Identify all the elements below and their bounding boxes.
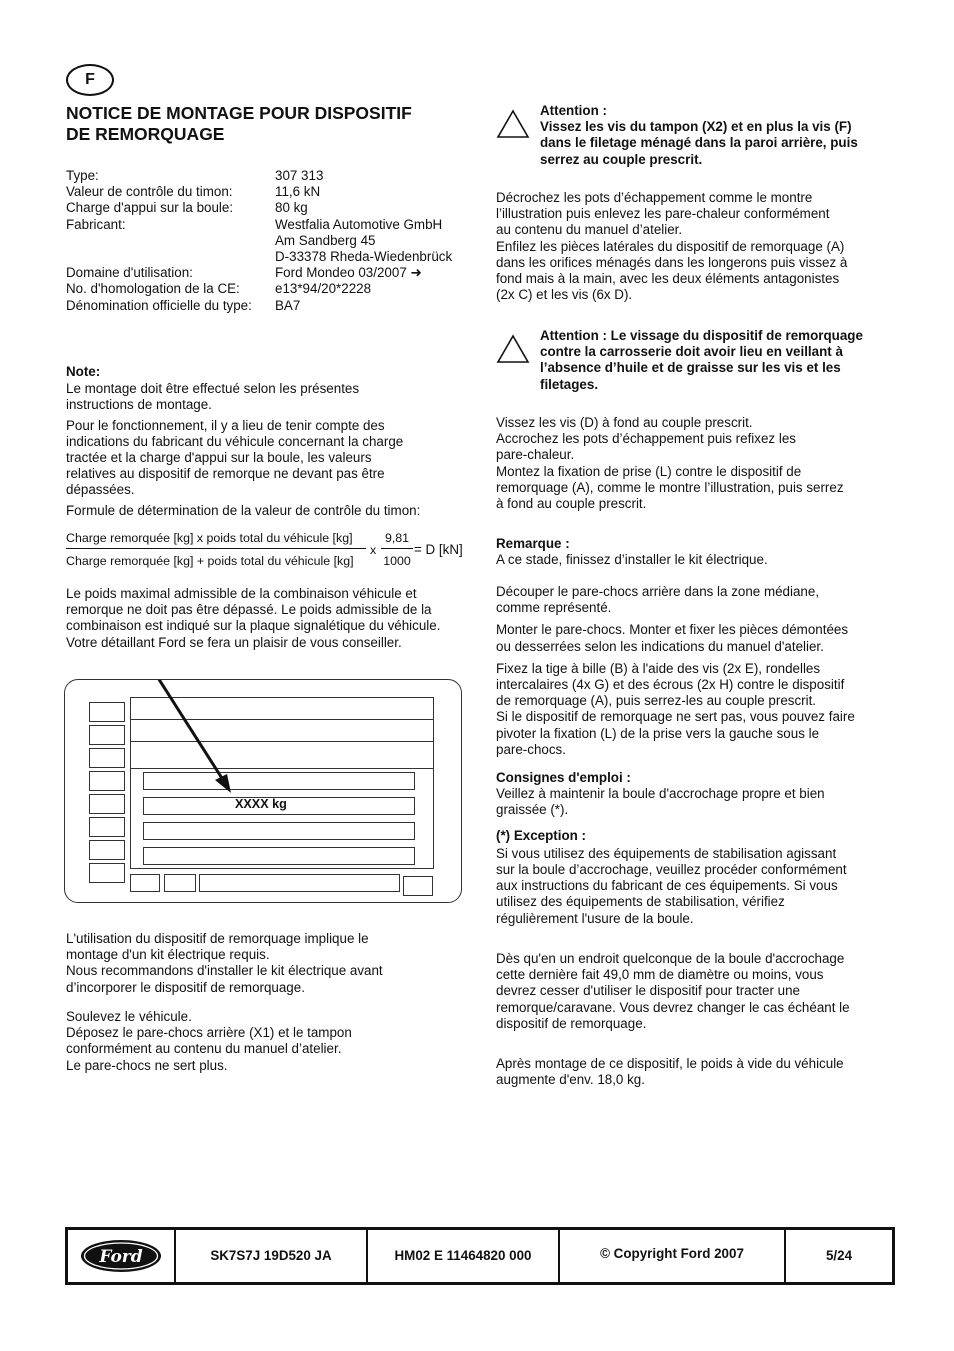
spec-label: Valeur de contrôle du timon:: [66, 184, 233, 200]
attention-block-1: [496, 103, 896, 168]
exhaust-paragraph: Décrochez les pots d’échappement comme le montre l’illustration puis enlevez les pare-chaleur conformément au contenu du manuel d’atelier. Enfilez les pièces latérales du dispositif de remorquage (A) dans les orifices ménagés dans les longerons puis vissez à fond mais à la main, avec les deux éléments antagonistes (2x C) et les vis (6x D).: [496, 190, 848, 303]
note-paragraph-3: Formule de détermination de la valeur de contrôle du timon:: [66, 502, 421, 518]
spec-label: Fabricant:: [66, 216, 126, 232]
footer-copyright: © Copyright Ford 2007: [560, 1230, 786, 1282]
plate-weight-label: XXXX kg: [235, 797, 287, 811]
bumper-block: [496, 584, 894, 758]
spec-label: Charge d'appui sur la boule:: [66, 200, 234, 216]
consignes-text: Veillez à maintenir la boule d'accrochage propre et bien graissée (*).: [496, 786, 825, 818]
spec-value: 11,6 kN: [275, 184, 321, 200]
spec-table: [66, 168, 486, 314]
attention-text-2: Attention : Le vissage du dispositif de remorquage contre la carrosserie doit avoir lieu en veillant à l’absence d’huile et de graisse sur les vis et les filetages.: [540, 328, 863, 392]
pointer-arrow-icon: [65, 680, 461, 902]
footer-table: [65, 1227, 895, 1285]
note-paragraph-2: Pour le fonctionnement, il y a lieu de tenir compte des indications du fabricant du véhicule concernant la charge tractée et la charge d'appui sur la boule, les valeurs relatives au dispositif de remorque ne devant pas être dépassées.: [66, 417, 404, 498]
formula-factor-line: [381, 548, 413, 549]
electrical-kit-paragraph: L'utilisation du dispositif de remorquage implique le montage d'un kit électrique requis. Nous recommandons d'installer le kit électrique avant d’incorporer le dispositif de remorquage.: [66, 931, 383, 995]
spec-value: e13*94/20*2228: [275, 281, 372, 297]
consignes-heading: Consignes d'emploi :: [496, 770, 631, 785]
vehicle-id-plate-diagram: [64, 679, 462, 903]
mount-bumper-paragraph: Monter le pare-chocs. Monter et fixer les pièces démontées ou desserrées selon les indications du manuel d'atelier.: [496, 622, 849, 654]
warning-triangle-icon: [496, 334, 530, 364]
spec-row: [66, 217, 486, 266]
lift-vehicle-paragraph: Soulevez le véhicule. Déposez le pare-chocs arrière (X1) et le tampon conformément au contenu du manuel d’atelier. Le pare-chocs ne sert plus.: [66, 1009, 352, 1073]
spec-row: [66, 265, 486, 281]
spec-row: [66, 298, 486, 314]
formula-fraction-line: [66, 548, 366, 549]
cut-bumper-paragraph: Découper le pare-chocs arrière dans la zone médiane, comme représenté.: [496, 584, 820, 616]
formula-denominator: Charge remorquée [kg] + poids total du véhicule [kg]: [66, 554, 354, 568]
remarque-block: [496, 536, 894, 568]
footer-page-number: 5/24: [825, 1247, 853, 1263]
note-heading: Note:: [66, 364, 101, 379]
formula-numerator: Charge remorquée [kg] x poids total du véhicule [kg]: [66, 531, 353, 545]
spec-label: Dénomination officielle du type:: [66, 297, 252, 313]
formula-times: x: [370, 543, 377, 557]
footer-part-number: SK7S7J 19D520 JA: [176, 1230, 368, 1282]
ball-wear-paragraph: Dès qu'en un endroit quelconque de la boule d'accrochage cette dernière fait 49,0 mm de diamètre ou moins, vous devrez cesser d'utiliser le dispositif pour tracter une remorque/caravane. Vous devrez changer le cas échéant le dispositif de remorquage.: [496, 951, 850, 1031]
empty-weight-paragraph: Après montage de ce dispositif, le poids à vide du véhicule augmente d'env. 18,0 kg.: [496, 1056, 844, 1088]
spec-row: [66, 281, 486, 297]
ford-logo-icon: [79, 1238, 163, 1274]
note-block: [66, 364, 476, 519]
exception-heading: (*) Exception :: [496, 827, 587, 843]
footer-logo-cell: [68, 1230, 176, 1282]
spec-value: Westfalia Automotive GmbH Am Sandberg 45 D-33378 Rheda-Wiedenbrück: [275, 216, 453, 265]
formula-result: = D [kN]: [414, 542, 463, 557]
note-paragraph-1: Le montage doit être effectué selon les présentes instructions de montage.: [66, 381, 360, 413]
spec-label: Type:: [66, 168, 99, 183]
tighten-paragraph: Vissez les vis (D) à fond au couple prescrit. Accrochez les pots d’échappement puis refixez les pare-chaleur. Montez la fixation de prise (L) contre le dispositif de remorquage (A), comme le montre l’illustration, puis serrez à fond au couple prescrit.: [496, 415, 844, 512]
attention-text-1: Attention : Vissez les vis du tampon (X2) et en plus la vis (F) dans le filetage ménagé dans la paroi arrière, puis serrez au couple prescrit.: [540, 103, 858, 167]
language-badge: F: [66, 64, 114, 96]
spec-label: No. d'homologation de la CE:: [66, 281, 240, 297]
weight-paragraph: Le poids maximal admissible de la combinaison véhicule et remorque ne doit pas être dépassé. Le poids admissible de la combinaison est indiqué sur la plaque signalétique du véhicule. Votre détaillant Ford se fera un plaisir de vous conseiller.: [66, 586, 441, 650]
attention-block-2: [496, 328, 896, 393]
spec-value: Ford Mondeo 03/2007 ➜: [275, 265, 422, 281]
remarque-heading: Remarque :: [496, 536, 570, 551]
exception-text: Si vous utilisez des équipements de stabilisation agissant sur la boule d’accrochage, veuillez procéder conformément aux instructions du fabricant de ces équipements. Si vous utilisez des équipements de stabilisation, vérifiez régulièrement l'usure de la boule.: [496, 845, 847, 926]
formula-factor-numerator: 9,81: [384, 531, 410, 545]
remarque-text: A ce stade, finissez d’installer le kit électrique.: [496, 552, 768, 568]
spec-row: [66, 184, 486, 200]
spec-row: [66, 168, 486, 184]
spec-value: BA7: [275, 297, 301, 313]
consignes-block: [496, 770, 894, 927]
spec-label: Domaine d'utilisation:: [66, 265, 193, 281]
document-title: NOTICE DE MONTAGE POUR DISPOSITIF DE REMORQUAGE: [66, 103, 412, 144]
spec-value: 80 kg: [275, 200, 308, 216]
footer-document-number: HM02 E 11464820 000: [368, 1230, 560, 1282]
ford-logo-text: Ford: [99, 1247, 143, 1267]
spec-value: 307 313: [275, 168, 324, 183]
spec-row: [66, 200, 486, 216]
formula-factor-denominator: 1000: [383, 554, 411, 568]
ball-rod-paragraph: Fixez la tige à bille (B) à l'aide des vis (2x E), rondelles intercalaires (4x G) et des écrous (2x H) contre le dispositif de remorquage (A), puis serrez-les au couple prescrit. Si le dispositif de remorquage ne sert pas, vous pouvez faire pivoter la fixation (L) de la prise vers la gauche sous le pare-chocs.: [496, 660, 855, 757]
drawbar-formula: [66, 528, 476, 572]
warning-triangle-icon: [496, 109, 530, 139]
